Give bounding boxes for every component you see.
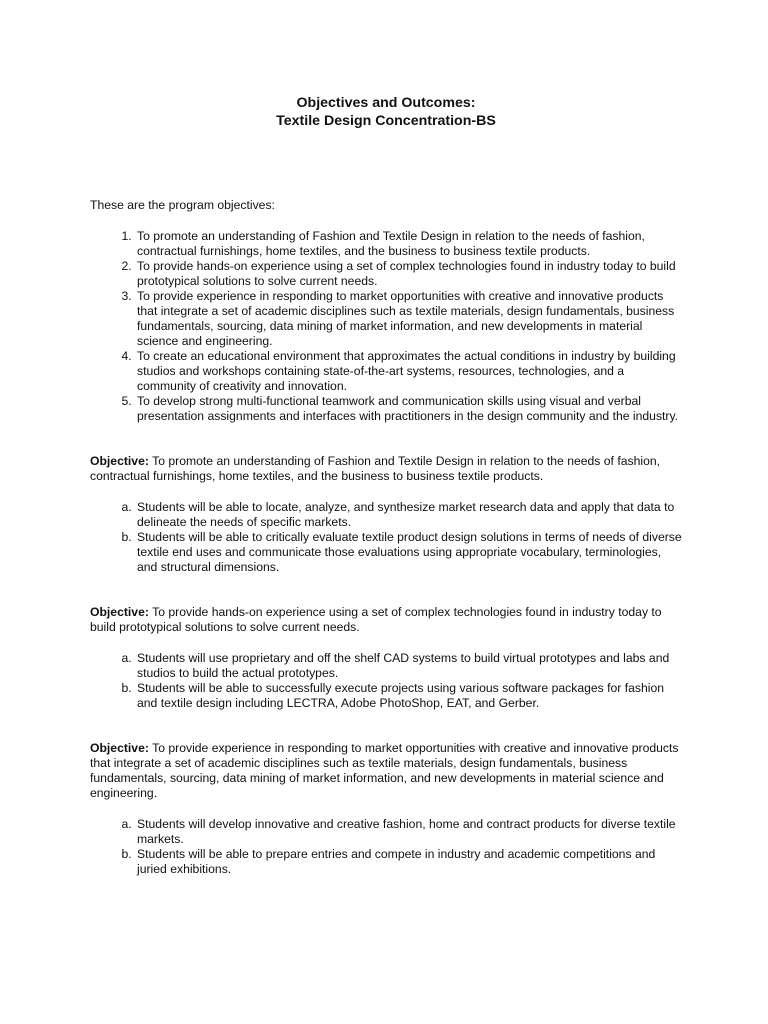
title-line-1: Objectives and Outcomes: [296, 95, 476, 111]
outcomes-list [90, 817, 682, 877]
objectives-list [90, 229, 682, 424]
document-title [90, 94, 682, 130]
outcome-item: b. Students will be able to critically evaluate textile product design solutions in terms of needs of diverse textile end uses and communicate those evaluations using appropriate vocabulary, terminologies, and structural dimensions. [135, 530, 682, 575]
outcome-item: b. Students will be able to prepare entries and compete in industry and academic competitions and juried exhibitions. [135, 847, 682, 877]
document-page [90, 94, 682, 877]
objective-label: Objective: [90, 741, 149, 755]
outcomes-list [90, 500, 682, 575]
objective-item: 2. To provide hands-on experience using a set of complex technologies found in industry today to build prototypical solutions to solve current needs. [135, 259, 682, 289]
objective-section-2 [90, 605, 682, 711]
outcome-item: a. Students will be able to locate, analyze, and synthesize market research data and apply that data to delineate the needs of specific markets. [135, 500, 682, 530]
objective-paragraph [90, 605, 682, 635]
objective-paragraph [90, 454, 682, 484]
objective-text: To promote an understanding of Fashion and Textile Design in relation to the needs of fashion, contractual furnishings, home textiles, and the business to business textile products. [90, 454, 661, 483]
objective-paragraph [90, 741, 682, 801]
outcome-item: a. Students will develop innovative and creative fashion, home and contract products for diverse textile markets. [135, 817, 682, 847]
objective-section-3 [90, 741, 682, 877]
outcome-item: a. Students will use proprietary and off the shelf CAD systems to build virtual prototypes and labs and studios to build the actual prototypes. [135, 651, 682, 681]
objective-text: To provide experience in responding to market opportunities with creative and innovative products that integrate a set of academic disciplines such as textile materials, design fundamentals, business fundamentals, sourcing, data mining of market information, and new developments in material science and engineering. [90, 741, 679, 800]
title-line-2: Textile Design Concentration-BS [276, 113, 496, 129]
objective-section-1 [90, 454, 682, 575]
outcome-item: b. Students will be able to successfully execute projects using various software packages for fashion and textile design including LECTRA, Adobe PhotoShop, EAT, and Gerber. [135, 681, 682, 711]
objective-text: To provide hands-on experience using a set of complex technologies found in industry today to build prototypical solutions to solve current needs. [90, 605, 662, 634]
intro-text: These are the program objectives: [90, 198, 275, 212]
objective-item: 1. To promote an understanding of Fashion and Textile Design in relation to the needs of fashion, contractual furnishings, home textiles, and the business to business textile products. [135, 229, 682, 259]
objective-item: 4. To create an educational environment that approximates the actual conditions in industry by building studios and workshops containing state-of-the-art systems, resources, technologies, and a community of creativity and innovation. [135, 349, 682, 394]
objective-item: 5. To develop strong multi-functional teamwork and communication skills using visual and verbal presentation assignments and interfaces with practitioners in the design community and the industry. [135, 394, 682, 424]
objective-label: Objective: [90, 454, 149, 468]
objective-label: Objective: [90, 605, 149, 619]
objective-item: 3. To provide experience in responding to market opportunities with creative and innovative products that integrate a set of academic disciplines such as textile materials, design fundamentals, business fundamentals, sourcing, data mining of market information, and new developments in material science and engineering. [135, 289, 682, 349]
outcomes-list [90, 651, 682, 711]
